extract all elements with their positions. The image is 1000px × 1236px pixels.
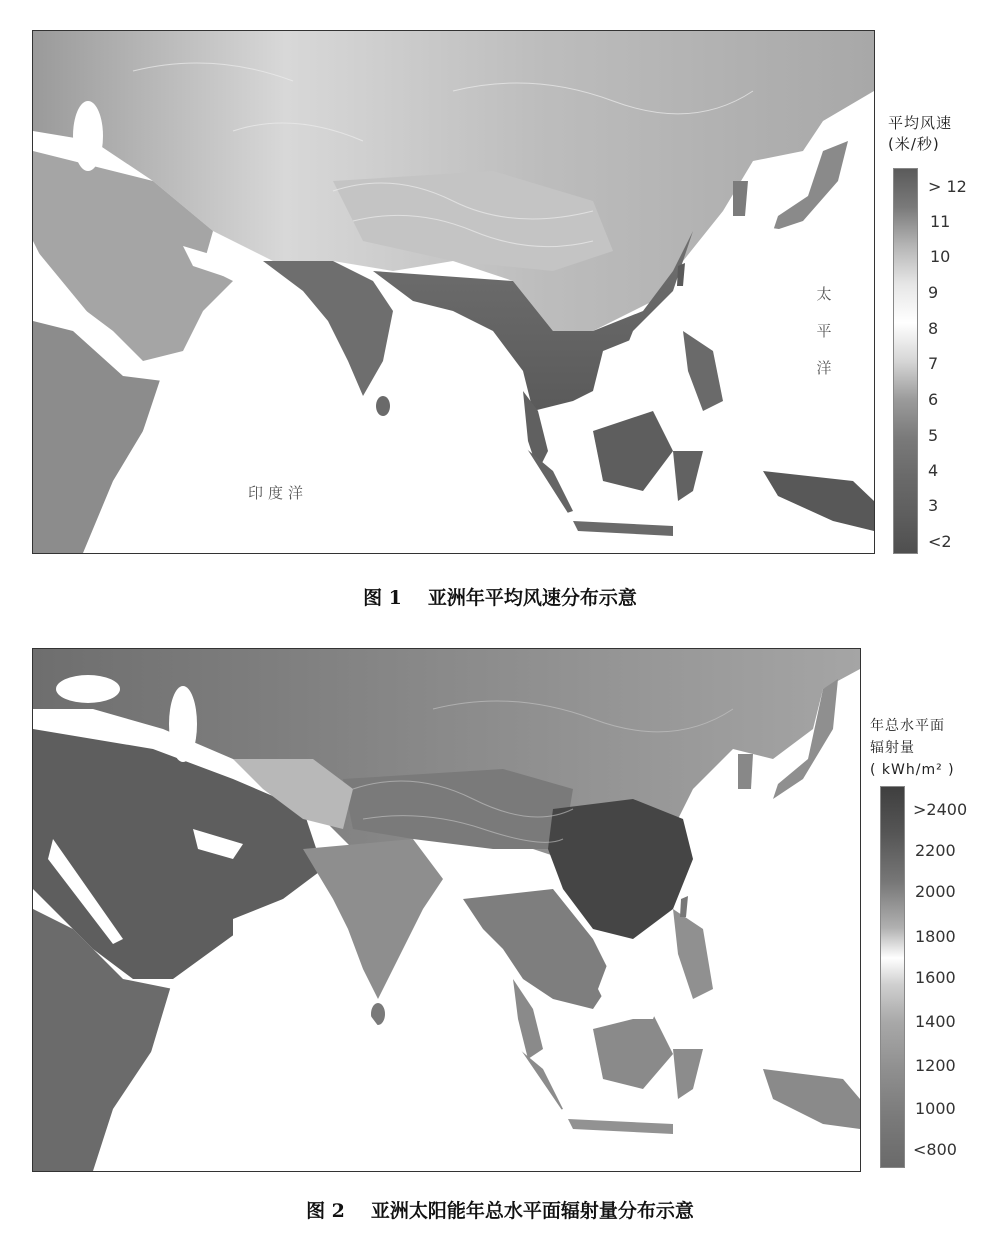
solar-legend-title-line2: 辐射量: [870, 740, 915, 756]
wind-tick-4: 8: [928, 319, 939, 338]
wind-tick-6: 6: [928, 390, 939, 409]
borneo: [593, 1014, 673, 1089]
wind-legend-colorbar: [893, 168, 918, 554]
figure1-caption: [0, 583, 1000, 610]
solar-tick-3: 1800: [915, 927, 956, 946]
korea: [738, 754, 753, 789]
wind-legend-title-line2: (米/秒): [888, 135, 940, 153]
figure1-caption-text: 亚洲年平均风速分布示意: [427, 587, 637, 609]
taiwan: [680, 896, 688, 917]
wind-tick-0: > 12: [928, 177, 967, 196]
java: [568, 1119, 673, 1134]
figure1-caption-number: 图 1: [363, 587, 402, 609]
pacific-ocean: [698, 709, 860, 1069]
wind-tick-1: 11: [930, 212, 951, 231]
philippines: [673, 909, 713, 999]
solar-legend-colorbar: [880, 786, 905, 1168]
wind-legend-title-line1: 平均风速: [888, 114, 953, 132]
solar-legend-title-line1: 年总水平面: [870, 718, 945, 734]
indian-ocean-label: 印度洋: [248, 484, 309, 502]
wind-tick-8: 4: [928, 461, 939, 480]
new-guinea: [763, 471, 874, 531]
java: [573, 521, 673, 536]
taiwan: [677, 263, 685, 286]
solar-tick-2: 2000: [915, 882, 956, 901]
solar-tick-8: <800: [913, 1140, 957, 1159]
south-china-sea: [598, 929, 673, 1019]
solar-radiation-figure: [0, 620, 1000, 1236]
wind-speed-map: [32, 30, 875, 554]
pacific-ocean-label: [815, 276, 833, 387]
wind-legend-title: [888, 113, 952, 155]
korea: [733, 181, 748, 216]
wind-tick-10: <2: [928, 532, 952, 551]
solar-legend-title-line3: ( kWh/m² ): [870, 762, 955, 778]
sri-lanka: [376, 396, 390, 416]
solar-radiation-map: [32, 648, 861, 1172]
solar-tick-1: 2200: [915, 841, 956, 860]
caspian-sea: [73, 101, 103, 171]
wind-tick-3: 9: [928, 283, 939, 302]
figure2-caption-number: 图 2: [306, 1200, 345, 1222]
caspian-sea: [169, 686, 197, 762]
wind-tick-2: 10: [930, 247, 951, 266]
new-guinea: [763, 1069, 860, 1129]
solar-tick-0: >2400: [913, 800, 968, 819]
sulawesi: [673, 1049, 703, 1099]
black-sea: [56, 675, 120, 703]
solar-tick-7: 1000: [915, 1099, 956, 1118]
borneo: [593, 411, 673, 491]
wind-speed-map-graphic: [33, 31, 874, 553]
figure2-caption-text: 亚洲太阳能年总水平面辐射量分布示意: [370, 1200, 694, 1222]
wind-tick-5: 7: [928, 354, 939, 373]
solar-radiation-map-graphic: [33, 649, 860, 1171]
solar-tick-5: 1400: [915, 1012, 956, 1031]
sulawesi: [673, 451, 703, 501]
pacific-char-1: 太: [816, 285, 832, 303]
wind-tick-7: 5: [928, 426, 939, 445]
solar-tick-4: 1600: [915, 968, 956, 987]
figure2-caption: [0, 1196, 1000, 1223]
solar-legend-title: [870, 715, 955, 781]
pacific-char-3: 洋: [816, 359, 832, 377]
solar-tick-6: 1200: [915, 1056, 956, 1075]
pacific-char-2: 平: [816, 322, 832, 340]
wind-tick-9: 3: [928, 496, 939, 515]
